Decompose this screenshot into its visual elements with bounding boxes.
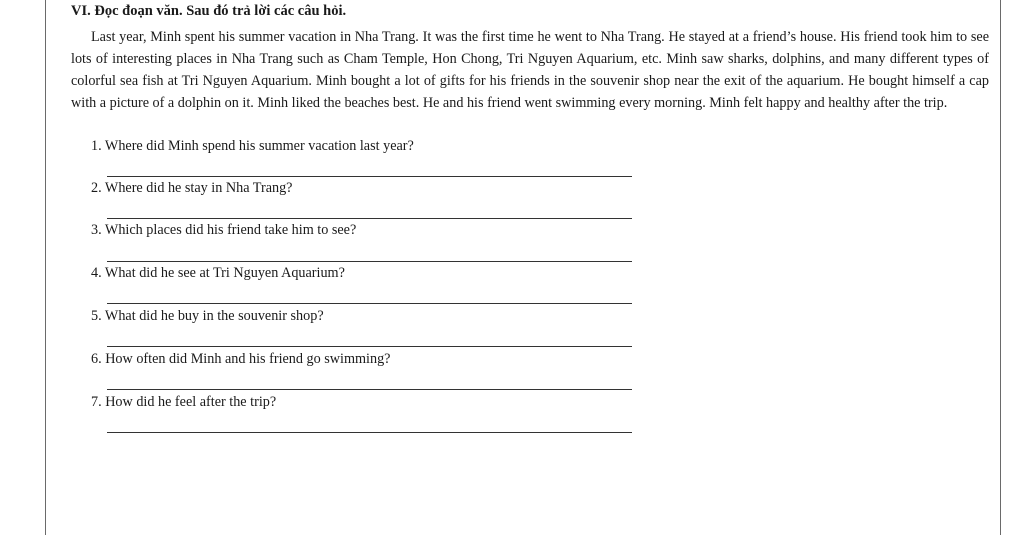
question-2: 2. Where did he stay in Nha Trang? bbox=[91, 180, 293, 196]
answer-line-5[interactable] bbox=[107, 346, 632, 347]
answer-line-1[interactable] bbox=[107, 176, 632, 177]
answer-line-6[interactable] bbox=[107, 389, 632, 390]
reading-passage: Last year, Minh spent his summer vacation in Nha Trang. It was the first time he went to Nha Trang. He stayed at a friend’s house. His friend took him to see lots of interesting places in Nha Trang such as Cham Temple, Hon Chong, Tri Nguyen Aquarium, etc. Minh saw sharks, dolphins, and many different types of colorful sea fish at Tri Nguyen Aquarium. Minh bought a lot of gifts for his friends in the souvenir shop near the exit of the aquarium. He bought himself a cap with a picture of a dolphin on it. Minh liked the beaches best. He and his friend went swimming every morning. Minh felt happy and healthy after the trip. bbox=[71, 29, 989, 111]
question-5: 5. What did he buy in the souvenir shop? bbox=[91, 308, 324, 324]
worksheet-page bbox=[45, 0, 1001, 535]
answer-line-2[interactable] bbox=[107, 218, 632, 219]
question-1: 1. Where did Minh spend his summer vacation last year? bbox=[91, 138, 414, 154]
question-4: 4. What did he see at Tri Nguyen Aquarium? bbox=[91, 265, 345, 281]
exercise-heading: VI. Đọc đoạn văn. Sau đó trả lời các câu hỏi. bbox=[71, 3, 347, 19]
answer-line-7[interactable] bbox=[107, 432, 632, 433]
question-3: 3. Which places did his friend take him to see? bbox=[91, 222, 357, 238]
answer-line-4[interactable] bbox=[107, 303, 632, 304]
answer-line-3[interactable] bbox=[107, 261, 632, 262]
question-7: 7. How did he feel after the trip? bbox=[91, 394, 277, 410]
question-6: 6. How often did Minh and his friend go swimming? bbox=[91, 351, 391, 367]
